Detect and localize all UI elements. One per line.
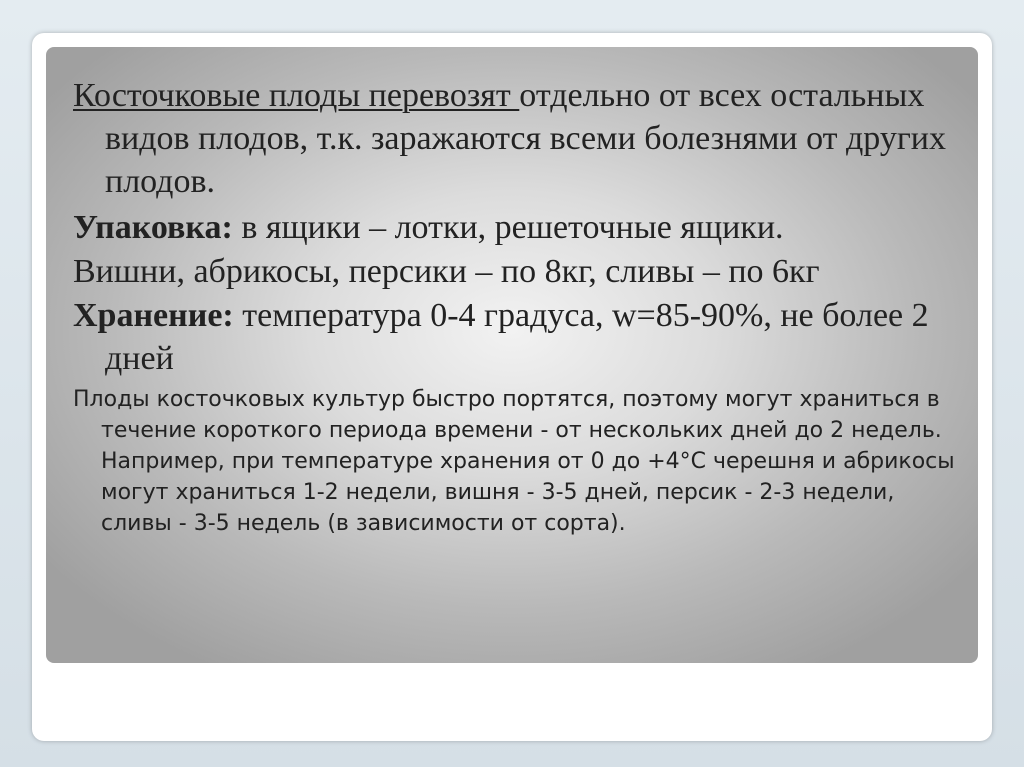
packaging-text: в ящики – лотки, решеточные ящики. — [232, 209, 784, 246]
paragraph-weights — [73, 250, 973, 293]
slide-text — [73, 74, 973, 539]
paragraph-packaging — [73, 206, 973, 249]
storage-text: температура 0-4 градуса, w=85-90%, не более 2 дней — [105, 297, 929, 377]
paragraph-details — [73, 384, 971, 539]
transport-underlined-text: Косточковые плоды перевозят — [73, 77, 520, 114]
paragraph-transport — [73, 74, 973, 203]
weights-text: Вишни, абрикосы, персики – по 8кг, сливы – по 6кг — [73, 253, 820, 290]
packaging-label: Упаковка: — [73, 209, 233, 246]
storage-label: Хранение: — [73, 297, 234, 334]
details-text: Плоды косточковых культур быстро портятся, поэтому могут храниться в течение короткого периода времени - от нескольких дней до 2 недель. Например, при температуре хранения от 0 до +4°C черешня и абрикосы могут храниться 1-2 недели, вишня - 3-5 дней, персик - 2-3 недели, сливы - 3-5 недель (в зависимости от сорта). — [73, 387, 955, 536]
paragraph-storage — [73, 294, 973, 380]
transport-text: отдельно от всех остальных видов плодов, т.к. заражаются всеми болезнями от других плодов. — [105, 77, 946, 200]
